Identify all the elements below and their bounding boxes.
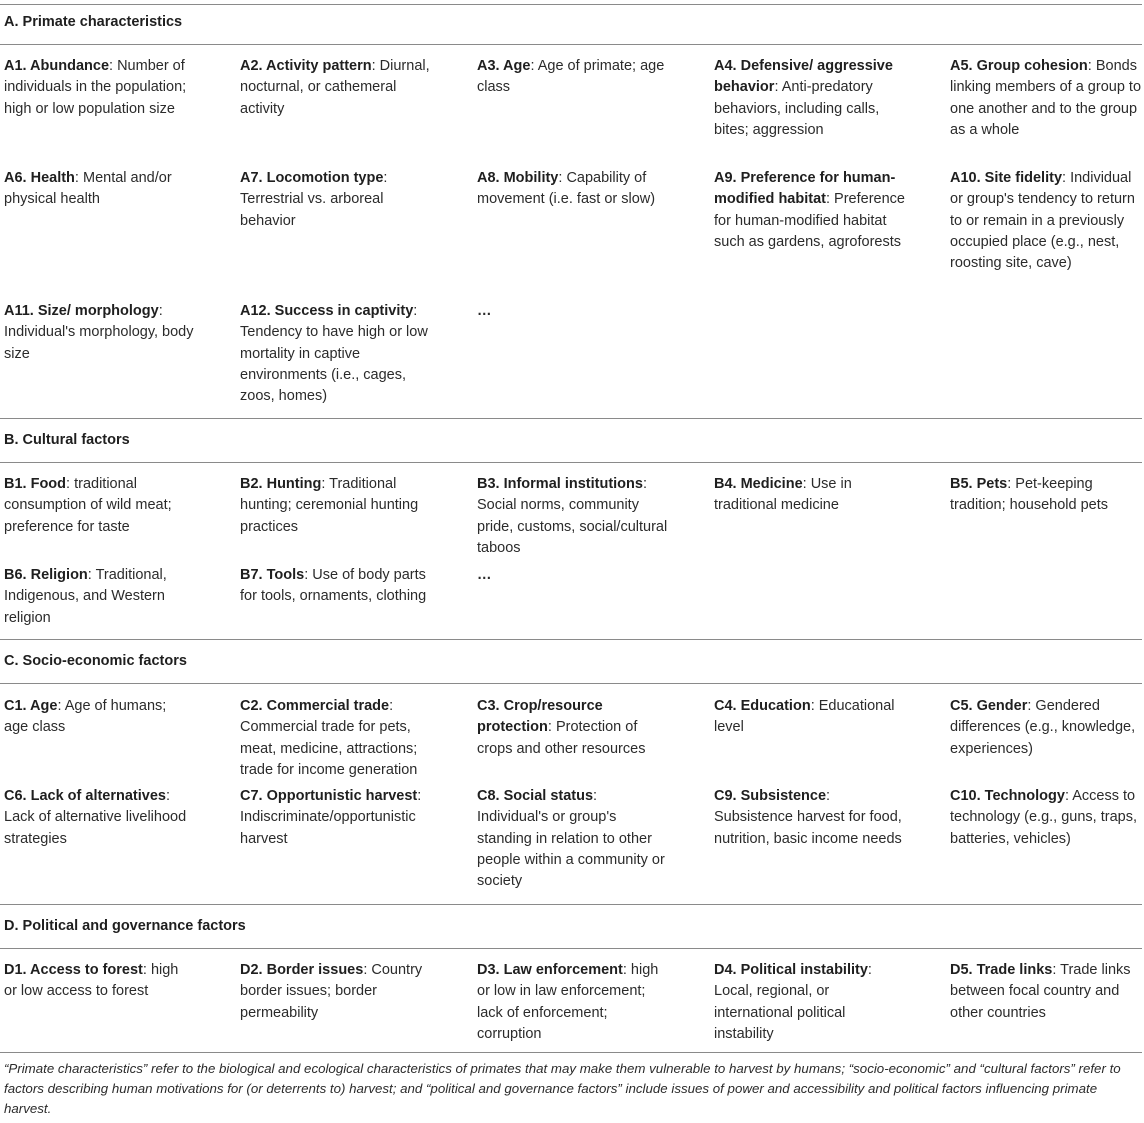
- factor-term: A10. Site fidelity: [950, 170, 1063, 186]
- factor-description: Protection of crops and other resources: [477, 719, 646, 757]
- factor-term: C6. Lack of alternatives: [4, 788, 166, 804]
- factor-separator: :: [158, 303, 163, 319]
- factor-term: A1. Abundance: [4, 58, 110, 74]
- factor-cell: [714, 960, 909, 1045]
- factor-separator: :: [1052, 962, 1061, 978]
- factor-cell: [4, 960, 194, 1003]
- section-bottom-rule: [0, 1052, 1142, 1053]
- factor-term: C4. Education: [714, 698, 811, 714]
- factor-description: Social norms, community pride, customs, social/cultural taboos: [477, 497, 668, 556]
- factor-term: A3. Age: [477, 58, 531, 74]
- factor-description: Country border issues; border permeability: [240, 962, 423, 1021]
- factor-term: C5. Gender: [950, 698, 1028, 714]
- factor-separator: :: [802, 476, 811, 492]
- section-bottom-rule: [0, 639, 1142, 640]
- factor-cell: [477, 786, 672, 892]
- factor-cell: [477, 960, 672, 1045]
- factor-term: D3. Law enforcement: [477, 962, 623, 978]
- factor-cell: [4, 56, 194, 120]
- factor-cell: [950, 56, 1142, 141]
- factor-separator: :: [825, 191, 835, 208]
- section-header-rule: [0, 683, 1142, 684]
- factor-description: Individual or group's tendency to return to or remain in a previously occupied place (e.g., nest, roosting site, cave): [950, 170, 1135, 272]
- factor-cell: [4, 474, 194, 538]
- factor-cell: [950, 696, 1142, 760]
- factor-cell: [714, 786, 909, 850]
- factor-term: D1. Access to forest: [4, 962, 143, 978]
- factor-cell: [477, 56, 672, 99]
- factor-separator: :: [109, 58, 118, 74]
- factor-cell: [4, 696, 194, 739]
- factor-cell: [950, 960, 1142, 1024]
- factor-description: Number of individuals in the population; high or low population size: [4, 58, 187, 117]
- factor-term: A4. Defensive/ aggressive behavior: [714, 58, 893, 96]
- factor-description: Indiscriminate/opportunistic harvest: [240, 809, 416, 847]
- factor-description: Individual's morphology, body size: [4, 324, 194, 362]
- factor-separator: :: [867, 962, 872, 978]
- factor-description: high or low access to forest: [4, 962, 179, 1000]
- factor-description: Subsistence harvest for food, nutrition, basic income needs: [714, 809, 902, 847]
- factor-cell: [240, 960, 435, 1024]
- factor-cell: [4, 168, 194, 211]
- factor-term: A5. Group cohesion: [950, 58, 1088, 74]
- factor-description: Terrestrial vs. arboreal behavior: [240, 191, 384, 229]
- factor-term: C7. Opportunistic harvest: [240, 788, 418, 804]
- factor-cell: [240, 565, 435, 608]
- factor-separator: :: [774, 79, 782, 96]
- factor-term: C9. Subsistence: [714, 788, 827, 804]
- factor-description: Gendered differences (e.g., knowledge, experiences): [950, 698, 1136, 757]
- factor-separator: :: [1062, 170, 1071, 186]
- factor-description: Use in traditional medicine: [714, 476, 852, 514]
- section-header-rule: [0, 44, 1142, 45]
- factor-description: Local, regional, or international political instability: [714, 983, 846, 1042]
- factor-description: traditional consumption of wild meat; preference for taste: [4, 476, 172, 535]
- factor-term: B3. Informal institutions: [477, 476, 643, 492]
- factor-description: Lack of alternative livelihood strategies: [4, 809, 187, 847]
- section-bottom-rule: [0, 418, 1142, 419]
- factor-separator: :: [413, 303, 418, 319]
- factor-cell: [240, 301, 435, 407]
- factor-term: B6. Religion: [4, 567, 88, 583]
- factor-separator: :: [142, 962, 151, 978]
- factor-separator: :: [642, 476, 647, 492]
- table-footnote: “Primate characteristics” refer to the biological and ecological characteristics of primates that may make them vulnerable to harvest by humans; “socio-economic” and “cultural factors” refer to factors describing human motivations for (or deterrents to) harvest; and “political and governance factors” include issues of power and accessibility and political factors influencing primate harvest.: [4, 1061, 1121, 1116]
- factor-description: Traditional hunting; ceremonial hunting practices: [240, 476, 419, 535]
- factor-separator: :: [389, 698, 394, 714]
- factor-description: Tendency to have high or low mortality in captive environments (i.e., cages, zoos, homes): [240, 324, 428, 405]
- factor-description: Capability of movement (i.e. fast or slow): [477, 170, 656, 208]
- factor-term: B2. Hunting: [240, 476, 322, 492]
- factor-separator: :: [1007, 476, 1016, 492]
- factor-separator: :: [371, 58, 380, 74]
- factor-cell: [714, 474, 909, 517]
- factor-description: Preference for human-modified habitat such as gardens, agroforests: [714, 191, 905, 250]
- factor-description: Bonds linking members of a group to one another and to the group as a whole: [950, 58, 1142, 138]
- section-header: C. Socio-economic factors: [4, 653, 187, 669]
- factor-term: A6. Health: [4, 170, 75, 186]
- section-bottom-rule: [0, 904, 1142, 905]
- factor-term: B1. Food: [4, 476, 67, 492]
- factor-term: A9. Preference for human-modified habitat: [714, 170, 896, 208]
- factor-term: C10. Technology: [950, 788, 1065, 804]
- factor-term: A7. Locomotion type: [240, 170, 384, 186]
- factor-separator: :: [87, 567, 96, 583]
- ellipsis-cell: …: [477, 567, 493, 583]
- factor-cell: [950, 168, 1142, 274]
- factor-separator: :: [1087, 58, 1096, 74]
- factor-term: C3. Crop/resource protection: [477, 698, 603, 736]
- factor-separator: :: [1064, 788, 1073, 804]
- factor-term: B5. Pets: [950, 476, 1008, 492]
- factor-cell: [4, 301, 194, 365]
- factor-cell: [714, 168, 909, 253]
- factor-separator: :: [66, 476, 75, 492]
- factor-description: Access to technology (e.g., guns, traps, batteries, vehicles): [950, 788, 1137, 847]
- factor-term: D4. Political instability: [714, 962, 868, 978]
- factor-term: D5. Trade links: [950, 962, 1053, 978]
- factor-cell: [4, 786, 194, 850]
- factor-cell: [4, 565, 194, 629]
- factor-separator: :: [622, 962, 631, 978]
- factor-term: C2. Commercial trade: [240, 698, 390, 714]
- ellipsis-cell: …: [477, 303, 493, 319]
- factor-separator: :: [530, 58, 538, 74]
- factor-separator: :: [304, 567, 313, 583]
- section-header: A. Primate characteristics: [4, 14, 183, 30]
- section-header-rule: [0, 462, 1142, 463]
- factor-description: Use of body parts for tools, ornaments, clothing: [240, 567, 427, 605]
- factor-separator: :: [363, 962, 372, 978]
- factor-term: C1. Age: [4, 698, 58, 714]
- factor-description: Diurnal, nocturnal, or cathemeral activity: [240, 58, 430, 117]
- factor-separator: :: [74, 170, 83, 186]
- factor-separator: :: [321, 476, 330, 492]
- factor-description: high or low in law enforcement; lack of enforcement; corruption: [477, 962, 659, 1042]
- factor-cell: [240, 696, 435, 781]
- factor-separator: :: [810, 698, 819, 714]
- factor-term: C8. Social status: [477, 788, 594, 804]
- factor-description: Individual's or group's standing in relation to other people within a community or society: [477, 809, 665, 890]
- factor-cell: [477, 168, 672, 211]
- factor-description: Anti-predatory behaviors, including calls, bites; aggression: [714, 79, 880, 138]
- factor-cell: [950, 786, 1142, 850]
- factor-term: D2. Border issues: [240, 962, 364, 978]
- factor-separator: :: [417, 788, 422, 804]
- factor-description: Mental and/or physical health: [4, 170, 172, 208]
- factor-cell: [240, 168, 435, 232]
- factor-cell: [240, 56, 435, 120]
- factor-term: A11. Size/ morphology: [4, 303, 159, 319]
- factor-cell: [950, 474, 1142, 517]
- factor-separator: :: [57, 698, 65, 714]
- factor-term: B4. Medicine: [714, 476, 803, 492]
- factor-separator: :: [547, 719, 556, 736]
- factor-description: Age of humans; age class: [4, 698, 167, 736]
- factor-term: A8. Mobility: [477, 170, 559, 186]
- factor-description: Commercial trade for pets, meat, medicine, attractions; trade for income generation: [240, 719, 418, 778]
- section-header-rule: [0, 948, 1142, 949]
- factor-term: A12. Success in captivity: [240, 303, 414, 319]
- section-header: B. Cultural factors: [4, 432, 130, 448]
- factor-description: Age of primate; age class: [477, 58, 665, 96]
- factor-separator: :: [558, 170, 567, 186]
- factor-description: Pet-keeping tradition; household pets: [950, 476, 1108, 514]
- table-top-rule: [0, 4, 1142, 5]
- factor-cell: [240, 786, 435, 850]
- factor-cell: [714, 56, 909, 141]
- factor-cell: [477, 474, 672, 559]
- factor-cell: [477, 696, 672, 760]
- factor-term: B7. Tools: [240, 567, 305, 583]
- factor-description: Traditional, Indigenous, and Western religion: [4, 567, 167, 626]
- factor-separator: :: [593, 788, 598, 804]
- factor-description: Trade links between focal country and other countries: [950, 962, 1131, 1021]
- factor-description: Educational level: [714, 698, 895, 736]
- factor-separator: :: [826, 788, 831, 804]
- factor-cell: [240, 474, 435, 538]
- factor-separator: :: [166, 788, 171, 804]
- factor-cell: [714, 696, 909, 739]
- factor-separator: :: [383, 170, 388, 186]
- factor-term: A2. Activity pattern: [240, 58, 372, 74]
- factor-separator: :: [1027, 698, 1036, 714]
- section-header: D. Political and governance factors: [4, 918, 246, 934]
